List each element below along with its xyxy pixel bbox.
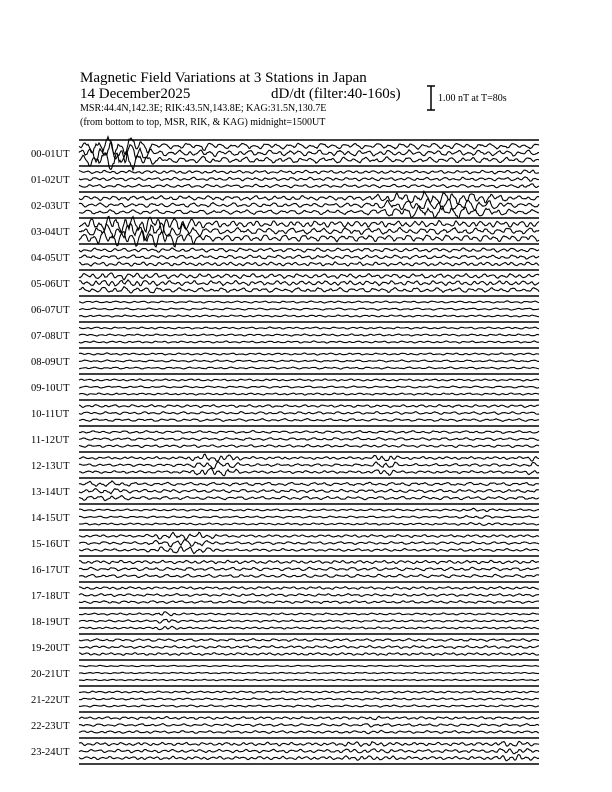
trace-rik bbox=[79, 255, 539, 259]
trace-kag bbox=[79, 481, 539, 486]
trace-msr bbox=[79, 755, 539, 761]
trace-kag bbox=[79, 532, 539, 539]
trace-kag bbox=[79, 587, 539, 590]
trace-msr bbox=[79, 206, 539, 218]
trace-rik bbox=[79, 198, 539, 210]
hour-label: 23-24UT bbox=[31, 747, 70, 758]
hour-label: 03-04UT bbox=[31, 227, 70, 238]
trace-msr bbox=[79, 262, 539, 266]
trace-msr bbox=[79, 574, 539, 577]
trace-rik bbox=[79, 334, 539, 336]
trace-kag bbox=[79, 301, 539, 303]
trace-msr bbox=[79, 287, 539, 293]
hour-label: 08-09UT bbox=[31, 357, 70, 368]
scale-bar bbox=[427, 86, 435, 110]
trace-rik bbox=[79, 360, 539, 362]
hour-label: 19-20UT bbox=[31, 643, 70, 654]
trace-msr bbox=[79, 445, 539, 448]
trace-msr bbox=[79, 468, 539, 476]
hour-label: 10-11UT bbox=[31, 409, 70, 420]
trace-kag bbox=[79, 248, 539, 252]
trace-kag bbox=[79, 379, 539, 381]
trace-msr bbox=[79, 653, 539, 656]
data-type-label: dD/dt (filter:40-160s) bbox=[271, 86, 401, 102]
trace-kag bbox=[79, 327, 539, 329]
trace-msr bbox=[79, 523, 539, 526]
hour-label: 18-19UT bbox=[31, 617, 70, 628]
trace-rik bbox=[79, 594, 539, 597]
trace-rik bbox=[79, 646, 539, 649]
trace-kag bbox=[79, 353, 539, 355]
trace-kag bbox=[79, 216, 539, 232]
hour-label: 02-03UT bbox=[31, 201, 70, 212]
trace-kag bbox=[79, 639, 539, 642]
trace-kag bbox=[79, 431, 539, 434]
hour-label: 22-23UT bbox=[31, 721, 70, 732]
trace-msr bbox=[79, 393, 539, 395]
chart-title: Magnetic Field Variations at 3 Stations in Japan bbox=[80, 70, 367, 86]
trace-msr bbox=[79, 367, 539, 369]
station-coordinates: MSR:44.4N,142.3E; RIK:43.5N,143.8E; KAG:31.5N,130.7E bbox=[80, 103, 327, 114]
trace-msr bbox=[79, 496, 539, 501]
trace-rik bbox=[79, 540, 539, 547]
trace-msr bbox=[79, 626, 539, 629]
hour-label: 09-10UT bbox=[31, 383, 70, 394]
trace-rik bbox=[79, 724, 539, 727]
hour-label: 01-02UT bbox=[31, 175, 70, 186]
trace-rik bbox=[79, 489, 539, 494]
trace-msr bbox=[79, 341, 539, 343]
trace-kag bbox=[79, 560, 539, 564]
scale-bar-label: 1.00 nT at T=80s bbox=[438, 93, 507, 104]
hour-label: 06-07UT bbox=[31, 305, 70, 316]
trace-rik bbox=[79, 672, 539, 673]
trace-rik bbox=[79, 280, 539, 286]
trace-kag bbox=[79, 665, 539, 666]
trace-rik bbox=[79, 438, 539, 441]
trace-msr bbox=[79, 419, 539, 422]
trace-msr bbox=[79, 705, 539, 707]
hour-label: 20-21UT bbox=[31, 669, 70, 680]
trace-msr bbox=[79, 679, 539, 680]
trace-msr bbox=[79, 546, 539, 553]
trace-kag bbox=[79, 454, 539, 461]
trace-rik bbox=[79, 462, 539, 469]
hour-label: 13-14UT bbox=[31, 487, 70, 498]
hour-label: 12-13UT bbox=[31, 461, 70, 472]
trace-rik bbox=[79, 619, 539, 623]
hour-label: 17-18UT bbox=[31, 591, 70, 602]
hour-label: 16-17UT bbox=[31, 565, 70, 576]
trace-msr bbox=[79, 601, 539, 604]
trace-rik bbox=[79, 412, 539, 415]
hour-label: 21-22UT bbox=[31, 695, 70, 706]
trace-msr bbox=[79, 315, 539, 317]
trace-rik bbox=[79, 308, 539, 310]
hour-label: 15-16UT bbox=[31, 539, 70, 550]
trace-kag bbox=[79, 691, 539, 693]
hour-label: 11-12UT bbox=[31, 435, 70, 446]
trace-kag bbox=[79, 716, 539, 719]
trace-rik bbox=[79, 386, 539, 388]
trace-kag bbox=[79, 273, 539, 280]
trace-kag bbox=[79, 741, 539, 746]
hour-label: 05-06UT bbox=[31, 279, 70, 290]
hour-label: 00-01UT bbox=[31, 149, 70, 160]
trace-rik bbox=[79, 749, 539, 754]
trace-kag bbox=[79, 405, 539, 408]
trace-rik bbox=[79, 567, 539, 570]
trace-order-note: (from bottom to top, MSR, RIK, & KAG) midnight=1500UT bbox=[80, 117, 326, 128]
hour-label: 07-08UT bbox=[31, 331, 70, 342]
trace-kag bbox=[79, 170, 539, 174]
trace-rik bbox=[79, 698, 539, 700]
trace-kag bbox=[79, 612, 539, 616]
trace-rik bbox=[79, 516, 539, 519]
hour-label: 04-05UT bbox=[31, 253, 70, 264]
trace-kag bbox=[79, 508, 539, 511]
trace-msr bbox=[79, 184, 539, 188]
hour-label: 14-15UT bbox=[31, 513, 70, 524]
trace-rik bbox=[79, 177, 539, 181]
trace-msr bbox=[79, 730, 539, 733]
chart-date: 14 December2025 bbox=[80, 86, 191, 102]
